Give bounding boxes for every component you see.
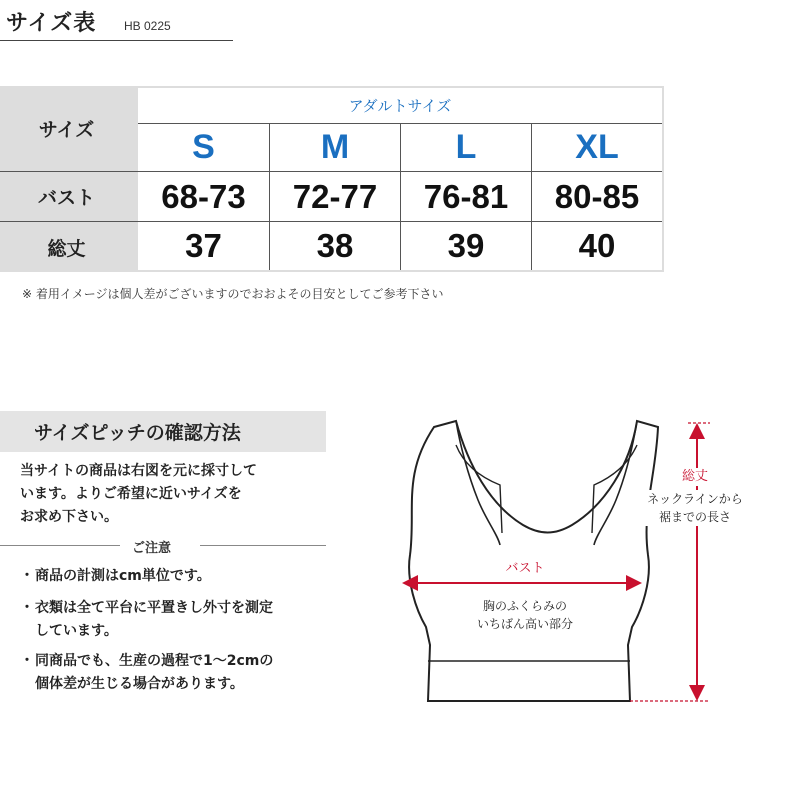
caution-line: しています。 <box>35 623 118 639</box>
length-cell: 39 <box>401 222 531 270</box>
bust-cell: 68-73 <box>138 172 269 221</box>
length-cell: 38 <box>270 222 400 270</box>
caution-text <box>35 650 320 696</box>
grid-line <box>531 124 532 270</box>
bullet-dot: ・ <box>20 653 34 669</box>
intro-line: お求め下さい。 <box>20 509 118 525</box>
page-title: サイズ表 <box>6 11 97 36</box>
bust-cell: 80-85 <box>532 172 662 221</box>
intro-text <box>20 460 320 529</box>
bust-cell: 72-77 <box>270 172 400 221</box>
length-desc <box>630 490 760 526</box>
caution-line: 衣類は全て平台に平置きし外寸を測定 <box>35 600 273 616</box>
bust-cell: 76-81 <box>401 172 531 221</box>
size-cell: XL <box>532 124 662 171</box>
grid-line <box>0 171 662 172</box>
intro-line: 当サイトの商品は右図を元に採寸して <box>20 463 258 479</box>
caution-line: 同商品でも、生産の過程で1～2cmの <box>35 653 274 669</box>
bust-desc-line: 胸のふくらみの <box>482 599 567 613</box>
caution-line: 商品の計測はcm単位です。 <box>35 568 211 584</box>
intro-line: います。よりご希望に近いサイズを <box>20 486 242 502</box>
disclaimer-note: ※ 着用イメージは個人差がございますのでおおよその目安としてご参考下さい <box>22 287 444 301</box>
length-desc-line: ネックラインから <box>647 492 743 506</box>
length-label: 総丈 <box>660 468 730 486</box>
size-table <box>0 86 664 272</box>
caution-text <box>35 565 320 588</box>
bust-desc-line: いちばん高い部分 <box>476 617 573 631</box>
grid-line <box>0 221 662 222</box>
grid-line <box>400 124 401 270</box>
grid-line <box>269 124 270 270</box>
caution-divider-left <box>0 545 120 546</box>
size-cell: S <box>138 124 269 171</box>
row-header-size: サイズ <box>0 86 133 171</box>
caution-line: 個体差が生じる場合があります。 <box>35 676 244 692</box>
caution-text <box>35 597 320 643</box>
adult-size-label: アダルトサイズ <box>138 88 662 123</box>
caution-divider-right <box>200 545 326 546</box>
length-desc-line: 裾までの長さ <box>658 510 731 524</box>
bullet-dot: ・ <box>20 568 34 584</box>
row-header-length: 総丈 <box>0 222 133 272</box>
length-cell: 37 <box>138 222 269 270</box>
caution-title: ご注意 <box>132 541 172 556</box>
bust-desc <box>455 597 595 633</box>
row-header-bust: バスト <box>0 172 133 221</box>
pitch-section-title: サイズピッチの確認方法 <box>0 411 326 452</box>
size-cell: M <box>270 124 400 171</box>
bust-label: バスト <box>505 561 545 576</box>
length-cell: 40 <box>532 222 662 270</box>
header-underline <box>0 40 233 41</box>
product-code: HB 0225 <box>124 19 171 33</box>
bullet-dot: ・ <box>20 600 34 616</box>
size-cell: L <box>401 124 531 171</box>
